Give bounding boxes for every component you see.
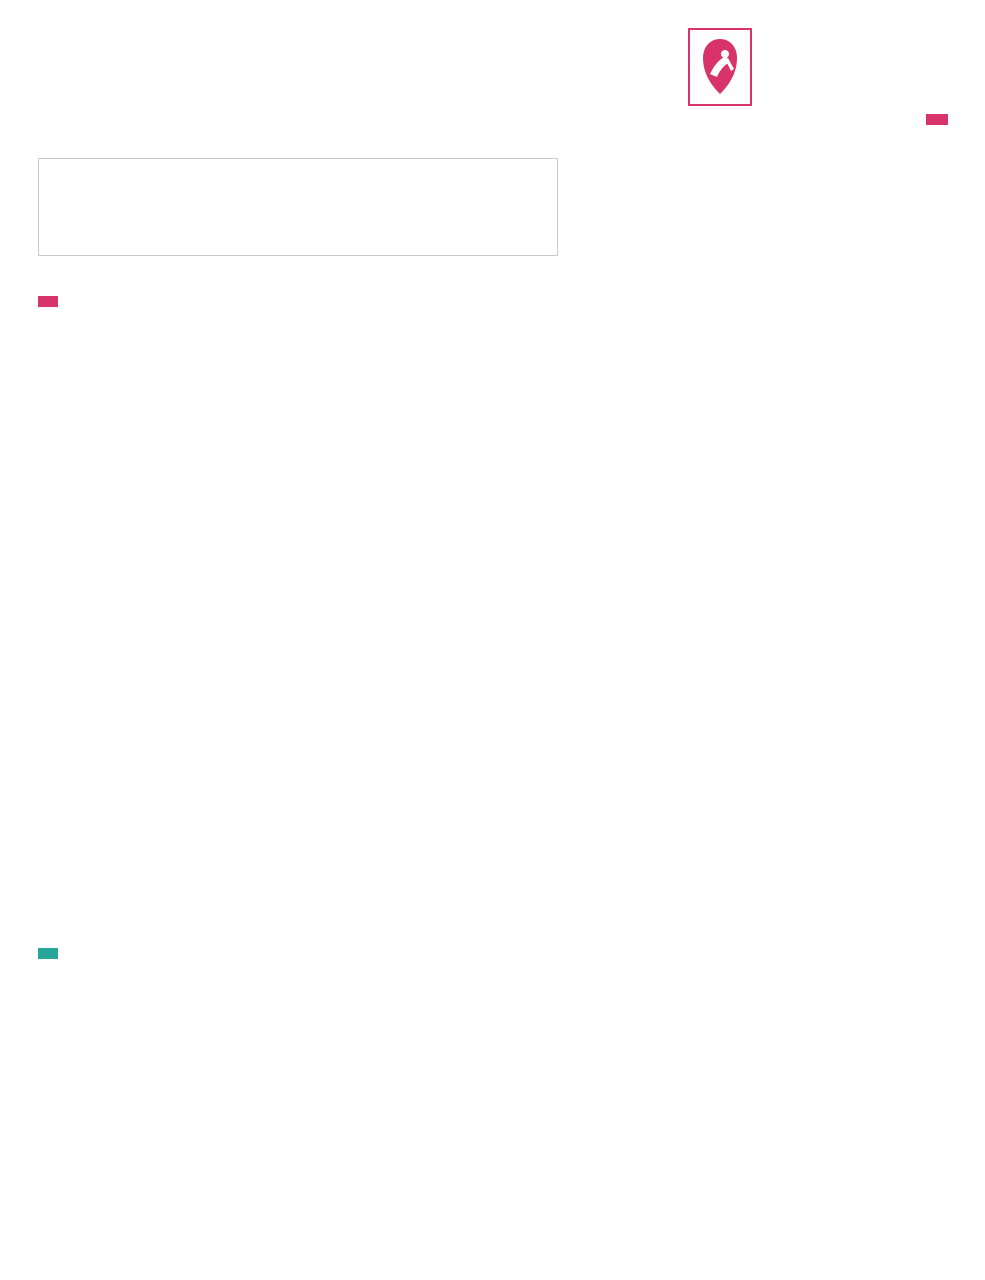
summary-deaths <box>397 173 557 255</box>
growth-line-chart <box>38 1056 950 1236</box>
summary-recovered <box>229 173 397 255</box>
cases-bar-chart <box>38 324 950 624</box>
cases-legend-tag <box>38 296 58 307</box>
moscow-coat-of-arms-icon <box>688 28 752 106</box>
summary-cases <box>39 173 229 255</box>
brand-block <box>688 28 948 138</box>
recovered-legend-tag <box>38 948 58 959</box>
summary-box <box>38 158 558 256</box>
recovered-bar-chart <box>38 665 950 925</box>
header <box>38 22 948 142</box>
date-badge <box>926 114 948 125</box>
bar-chart-date-axis <box>38 634 950 652</box>
line-chart-date-axis <box>38 1245 950 1263</box>
